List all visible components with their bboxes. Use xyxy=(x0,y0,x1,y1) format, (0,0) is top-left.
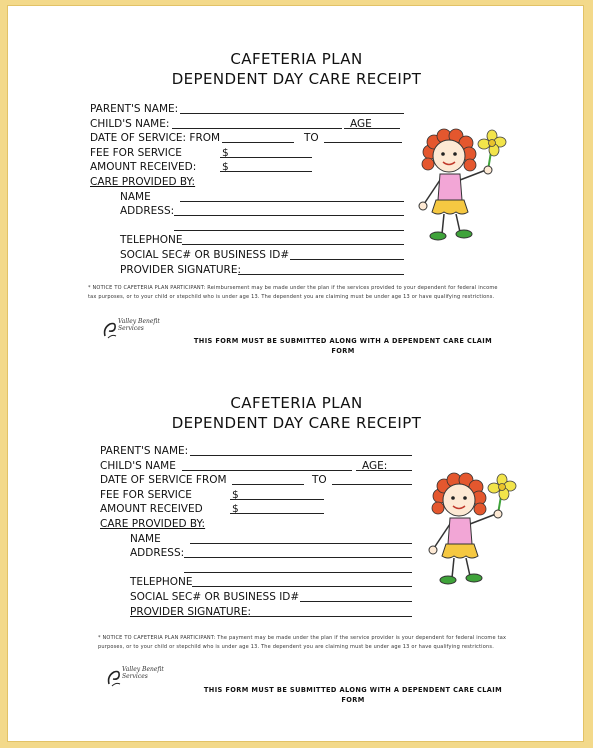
social-sec-row xyxy=(90,248,420,263)
date-of-service-label: DATE OF SERVICE: FROM xyxy=(90,132,221,145)
submit-instruction xyxy=(178,336,508,356)
address-field[interactable] xyxy=(174,204,404,216)
date-to-field[interactable] xyxy=(324,131,402,143)
to-label: TO xyxy=(312,474,327,487)
submit-line-2: FORM xyxy=(341,696,365,704)
to-label: TO xyxy=(304,132,319,145)
childs-name-row xyxy=(90,117,420,132)
notice-text: * NOTICE TO CAFETERIA PLAN PARTICIPANT: Reimbursement may be made under the plan if the services provided to your dependent for federal income tax purposes, or to your child or stepchild who is under age 13. The dependent you are claiming must be under age 13 or have qualifying restrictions. xyxy=(88,285,498,300)
provider-name-field[interactable] xyxy=(180,190,404,202)
telephone-label: TELEPHONE xyxy=(130,576,193,589)
telephone-label: TELEPHONE xyxy=(120,234,183,247)
address-row xyxy=(90,204,420,219)
fee-field[interactable] xyxy=(220,146,312,158)
telephone-row xyxy=(100,575,430,590)
age-label: AGE: xyxy=(362,459,388,472)
submit-line-1: THIS FORM MUST BE SUBMITTED ALONG WITH A DEPENDENT CARE CLAIM xyxy=(193,337,493,345)
date-from-field[interactable] xyxy=(232,473,304,485)
telephone-row xyxy=(90,233,420,248)
form-title: CAFETERIA PLAN xyxy=(230,394,363,412)
logo-text: Valley Benefit Services xyxy=(118,318,160,332)
amount-row xyxy=(100,502,430,517)
amount-label: AMOUNT RECEIVED xyxy=(100,503,203,516)
fee-dollar: $ xyxy=(222,146,229,159)
signature-label: PROVIDER SIGNATURE: xyxy=(130,605,252,618)
submit-line-1: THIS FORM MUST BE SUBMITTED ALONG WITH A DEPENDENT CARE CLAIM xyxy=(203,686,503,694)
telephone-field[interactable] xyxy=(192,575,412,587)
notice-text: * NOTICE TO CAFETERIA PLAN PARTICIPANT: The payment may be made under the plan if the service provider is your dependent for federal income tax purposes, or to your child or stepchild who is under age 13. The dependent you are claiming must be under age 13 or have qualifying restrictions. xyxy=(98,635,507,650)
form-subtitle: DEPENDENT DAY CARE RECEIPT xyxy=(171,70,422,88)
signature-row xyxy=(100,605,430,620)
parents-name-field[interactable] xyxy=(180,102,404,114)
parents-name-label: PARENT'S NAME: xyxy=(90,103,179,115)
receipt-form-1 xyxy=(8,6,585,371)
fee-dollar: $ xyxy=(232,488,239,501)
amount-label: AMOUNT RECEIVED: xyxy=(90,161,197,174)
social-sec-field[interactable] xyxy=(300,590,412,602)
address-row xyxy=(100,546,430,561)
care-provided-label: CARE PROVIDED BY: xyxy=(90,175,196,188)
social-sec-row xyxy=(100,590,430,605)
fee-label: FEE FOR SERVICE xyxy=(100,488,192,501)
signature-label: PROVIDER SIGNATURE: xyxy=(120,263,242,276)
fee-row xyxy=(90,146,420,161)
logo-swirl-icon xyxy=(102,320,118,340)
address-label: ADDRESS: xyxy=(120,205,175,218)
company-logo xyxy=(102,318,162,354)
amount-dollar: $ xyxy=(222,161,229,174)
date-to-field[interactable] xyxy=(332,473,412,485)
logo-text: Valley Benefit Services xyxy=(122,666,164,680)
parents-name-row xyxy=(100,444,430,459)
fee-label: FEE FOR SERVICE xyxy=(90,146,182,159)
parents-name-field[interactable] xyxy=(190,444,412,456)
care-provided-row xyxy=(100,517,430,532)
childs-name-field[interactable] xyxy=(182,459,352,471)
provider-name-label: NAME xyxy=(130,532,161,545)
girl-with-flower-icon xyxy=(416,128,512,254)
address-field[interactable] xyxy=(184,546,412,558)
form-subtitle: DEPENDENT DAY CARE RECEIPT xyxy=(171,414,422,432)
provider-name-field[interactable] xyxy=(190,532,412,544)
age-field[interactable] xyxy=(356,459,412,471)
form-fields xyxy=(100,444,430,619)
submit-instruction xyxy=(188,685,518,705)
company-logo xyxy=(106,666,166,702)
submit-line-2: FORM xyxy=(331,347,355,355)
address-field-2[interactable] xyxy=(174,219,404,231)
date-of-service-label: DATE OF SERVICE FROM xyxy=(100,474,227,487)
amount-field[interactable] xyxy=(220,160,312,172)
age-field[interactable] xyxy=(344,117,400,129)
signature-field[interactable] xyxy=(238,263,404,275)
care-provided-label: CARE PROVIDED BY: xyxy=(100,517,206,530)
amount-dollar: $ xyxy=(232,503,239,516)
date-of-service-row xyxy=(100,473,430,488)
girl-with-flower-icon xyxy=(426,472,522,598)
social-sec-label: SOCIAL SEC# OR BUSINESS ID# xyxy=(130,590,300,603)
address-label: ADDRESS: xyxy=(130,547,185,560)
telephone-field[interactable] xyxy=(182,233,404,245)
address-row-2 xyxy=(100,561,430,576)
fee-row xyxy=(100,488,430,503)
amount-row xyxy=(90,160,420,175)
address-row-2 xyxy=(90,219,420,234)
childs-name-label: CHILD'S NAME xyxy=(100,459,176,472)
care-provided-row xyxy=(90,175,420,190)
parents-name-label: PARENT'S NAME: xyxy=(100,445,189,457)
age-label: AGE xyxy=(350,117,372,130)
fee-field[interactable] xyxy=(230,488,324,500)
signature-row xyxy=(90,263,420,278)
childs-name-label: CHILD'S NAME: xyxy=(90,117,170,130)
receipt-page xyxy=(7,5,584,742)
childs-name-row xyxy=(100,459,430,474)
receipt-form-2 xyxy=(8,364,585,729)
date-of-service-row xyxy=(90,131,420,146)
signature-field[interactable] xyxy=(248,605,412,617)
logo-swirl-icon xyxy=(106,668,122,688)
date-from-field[interactable] xyxy=(222,131,294,143)
social-sec-label: SOCIAL SEC# OR BUSINESS ID# xyxy=(120,248,290,261)
provider-name-row xyxy=(100,532,430,547)
form-fields xyxy=(90,102,420,277)
provider-name-row xyxy=(90,190,420,205)
parents-name-row xyxy=(90,102,420,117)
childs-name-field[interactable] xyxy=(172,117,342,129)
provider-name-label: NAME xyxy=(120,190,151,203)
form-title: CAFETERIA PLAN xyxy=(230,50,363,68)
social-sec-field[interactable] xyxy=(290,248,404,260)
amount-field[interactable] xyxy=(230,502,324,514)
address-field-2[interactable] xyxy=(184,561,412,573)
